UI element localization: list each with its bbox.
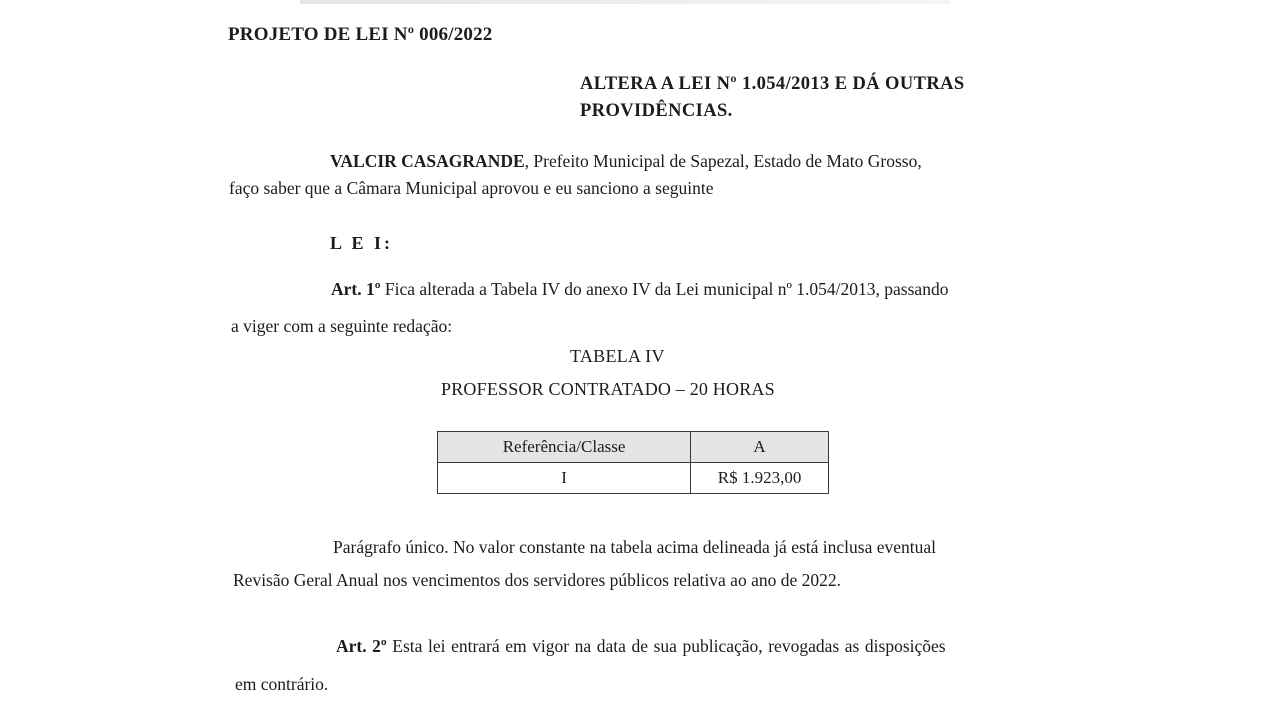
mayor-name: VALCIR CASAGRANDE [330,151,525,171]
article-2-text: Esta lei entrará em vigor na data de sua publicação, revogadas as disposições [386,636,946,656]
table-header-row [438,432,829,463]
scan-edge-artifact [300,0,950,4]
lei-heading: L E I: [330,233,394,253]
table-header-cell: Referência/Classe [438,432,691,463]
paragraph-unique-line-2: Revisão Geral Anual nos vencimentos dos servidores públicos relativa ao ano de 2022. [233,570,841,590]
paragraph-unique-line-1: Parágrafo único. No valor constante na tabela acima delineada já está inclusa eventual [333,537,936,557]
table-row [438,463,829,494]
article-1-label: Art. 1º [331,279,381,299]
salary-table [437,431,829,494]
article-2-line-2: em contrário. [235,674,329,694]
preamble-line-2: faço saber que a Câmara Municipal aprovou e eu sanciono a seguinte [229,178,714,198]
article-1-text: Fica alterada a Tabela IV do anexo IV da Lei municipal nº 1.054/2013, passando [380,279,949,299]
table-cell: R$ 1.923,00 [691,463,829,494]
preamble-line-1-text: , Prefeito Municipal de Sapezal, Estado de Mato Grosso, [524,151,922,171]
bill-summary-line-1: ALTERA A LEI Nº 1.054/2013 E DÁ OUTRAS [580,74,965,94]
bill-title: PROJETO DE LEI Nº 006/2022 [228,24,493,45]
preamble-line-1 [330,151,922,171]
article-1-line-1 [331,279,948,299]
table-title: TABELA IV [570,346,665,366]
table-header-cell: A [691,432,829,463]
article-1-line-2: a viger com a seguinte redação: [231,316,453,336]
table-subtitle: PROFESSOR CONTRATADO – 20 HORAS [441,379,775,399]
article-2-label: Art. 2º [336,636,387,656]
article-2-line-1 [336,636,946,656]
table-cell: I [438,463,691,494]
bill-summary [580,71,1010,125]
bill-summary-line-2: PROVIDÊNCIAS. [580,101,733,121]
